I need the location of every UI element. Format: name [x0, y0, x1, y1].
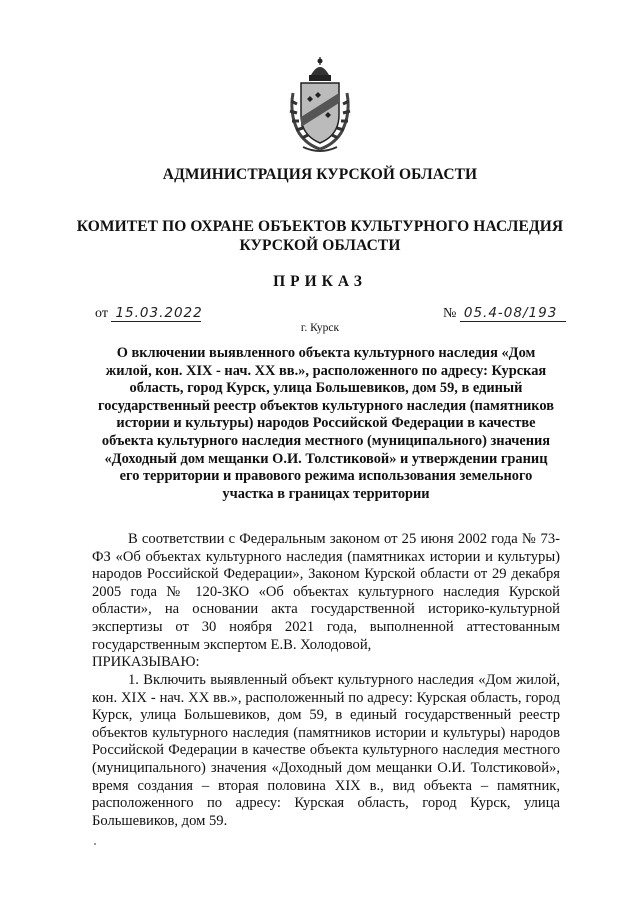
number-prefix: № — [443, 306, 457, 321]
scan-speck — [94, 843, 96, 845]
order-subject: О включении выявленного объекта культурного наследия «Дом жилой, кон. XIX - нач. XX вв.», расположенного по адресу: Курская область, город Курск, улица Большевиков, дом 59, в единый государственный реестр объектов культурного наследия (памятников истории и культуры) народов Российской Федерации в качестве объекта культурного наследия местного (муниципального) значения «Доходный дом мещанки О.И. Толстиковой» и утверждении границ его территории и правового режима использования земельного участка в границах территории — [98, 345, 554, 502]
committee-name — [0, 217, 640, 255]
coat-of-arms-icon — [287, 55, 353, 155]
date-prefix: от — [95, 306, 108, 321]
preamble-text: В соответствии с Федеральным законом от 25 июня 2002 года № 73-ФЗ «Об объектах культурного наследия (памятниках истории и культуры) народов Российской Федерации», Законом Курской области от 29 декабря 2005 года № 120-ЗКО «Об объектах культурного наследия Курской области», на основании акта государственной историко-культурной экспертизы от 30 ноября 2021 года, выполненной аттестованным государственным экспертом Е.В. Холодовой, — [92, 531, 560, 653]
order-number-line — [443, 305, 566, 322]
preamble-paragraph — [92, 531, 560, 672]
order-number: 05.4-08/193 — [460, 305, 566, 322]
order-title: ПРИКАЗ — [273, 273, 367, 290]
item-1-paragraph: 1. Включить выявленный объект культурного наследия «Дом жилой, кон. XIX - нач. XX вв.», расположенный по адресу: Курская область, город Курск, улица Большевиков, дом 59, в единый государственный реестр объектов культурного наследия (памятников истории и культуры) народов Российской Федерации в качестве объекта культурного наследия местного (муниципального) значения «Доходный дом мещанки О.И. Толстиковой», время создания – вторая половина XIX в., вид объекта – памятник, расположенного по адресу: Курская область, город Курск, улица Большевиков, дом 59. — [92, 672, 560, 829]
order-city: г. Курск — [300, 322, 340, 334]
committee-name-line1: КОМИТЕТ ПО ОХРАНЕ ОБЪЕКТОВ КУЛЬТУРНОГО НАСЛЕДИЯ — [76, 218, 564, 235]
order-date-line — [95, 305, 201, 322]
directive-word: ПРИКАЗЫВАЮ: — [92, 654, 200, 671]
committee-name-line2: КУРСКОЙ ОБЛАСТИ — [239, 237, 401, 254]
administration-name: АДМИНИСТРАЦИЯ КУРСКОЙ ОБЛАСТИ — [162, 166, 478, 183]
order-date: 15.03.2022 — [111, 305, 201, 322]
